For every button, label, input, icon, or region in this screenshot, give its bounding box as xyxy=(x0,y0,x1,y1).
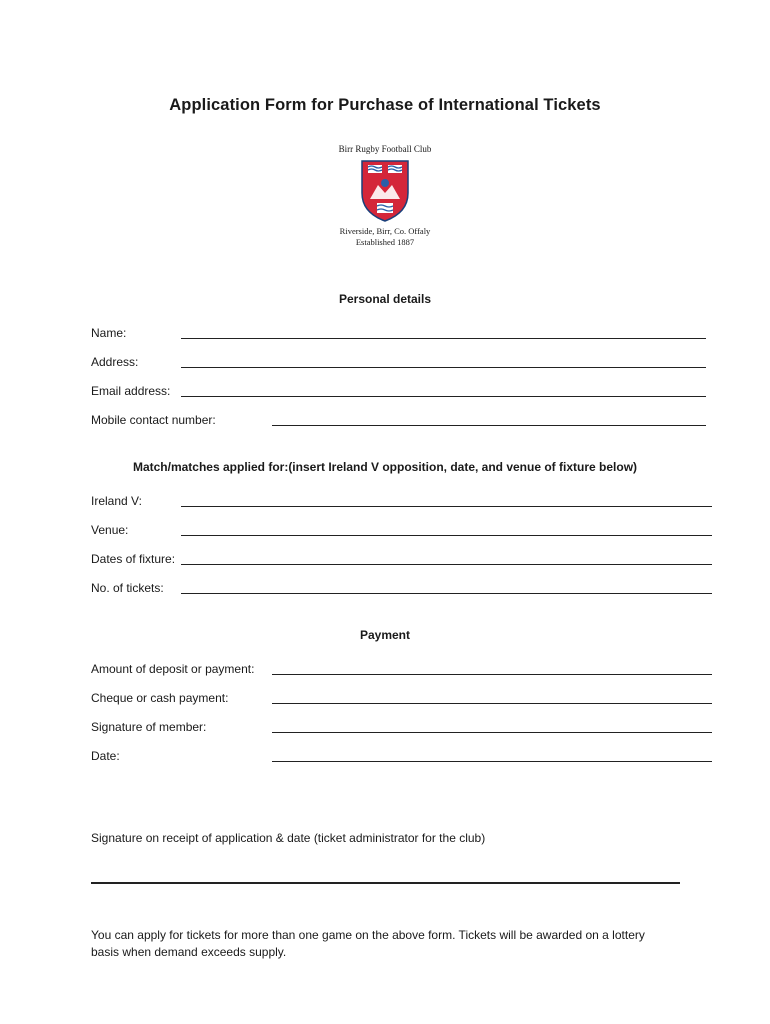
email-input-line[interactable] xyxy=(181,396,706,397)
lottery-note: You can apply for tickets for more than one game on the above form. Tickets will be awarded on a lottery basis when demand exceeds supply. xyxy=(91,928,645,959)
club-established: Established 1887 xyxy=(355,237,415,247)
address-input-line[interactable] xyxy=(181,367,706,368)
ireland-v-label: Ireland V: xyxy=(91,494,142,508)
amount-label: Amount of deposit or payment: xyxy=(91,662,255,676)
payment-method-input-line[interactable] xyxy=(272,703,712,704)
member-signature-label: Signature of member: xyxy=(91,720,207,734)
receipt-signature-line[interactable] xyxy=(91,882,680,884)
receipt-signature-label: Signature on receipt of application & date (ticket administrator for the club) xyxy=(91,831,486,845)
club-name: Birr Rugby Football Club xyxy=(338,144,432,154)
shield-logo-icon xyxy=(360,159,410,223)
venue-input-line[interactable] xyxy=(181,535,712,536)
ireland-v-input-line[interactable] xyxy=(181,506,712,507)
name-input-line[interactable] xyxy=(181,338,706,339)
payment-method-label: Cheque or cash payment: xyxy=(91,691,229,705)
payment-heading: Payment xyxy=(359,628,411,642)
page-title: Application Form for Purchase of International Tickets xyxy=(169,96,601,114)
match-heading: Match/matches applied for:(insert Ireland V opposition, date, and venue of fixture below) xyxy=(132,460,638,474)
venue-label: Venue: xyxy=(91,523,129,537)
tickets-label: No. of tickets: xyxy=(91,581,164,595)
name-label: Name: xyxy=(91,326,127,340)
member-signature-input-line[interactable] xyxy=(272,732,712,733)
dates-label: Dates of fixture: xyxy=(91,552,176,566)
club-location: Riverside, Birr, Co. Offaly xyxy=(339,226,431,236)
tickets-input-line[interactable] xyxy=(181,593,712,594)
mobile-input-line[interactable] xyxy=(272,425,706,426)
personal-details-heading: Personal details xyxy=(338,292,432,306)
mobile-label: Mobile contact number: xyxy=(91,413,216,427)
date-input-line[interactable] xyxy=(272,761,712,762)
address-label: Address: xyxy=(91,355,139,369)
club-crest xyxy=(305,143,465,248)
email-label: Email address: xyxy=(91,384,171,398)
dates-input-line[interactable] xyxy=(181,564,712,565)
date-label: Date: xyxy=(91,749,120,763)
amount-input-line[interactable] xyxy=(272,674,712,675)
